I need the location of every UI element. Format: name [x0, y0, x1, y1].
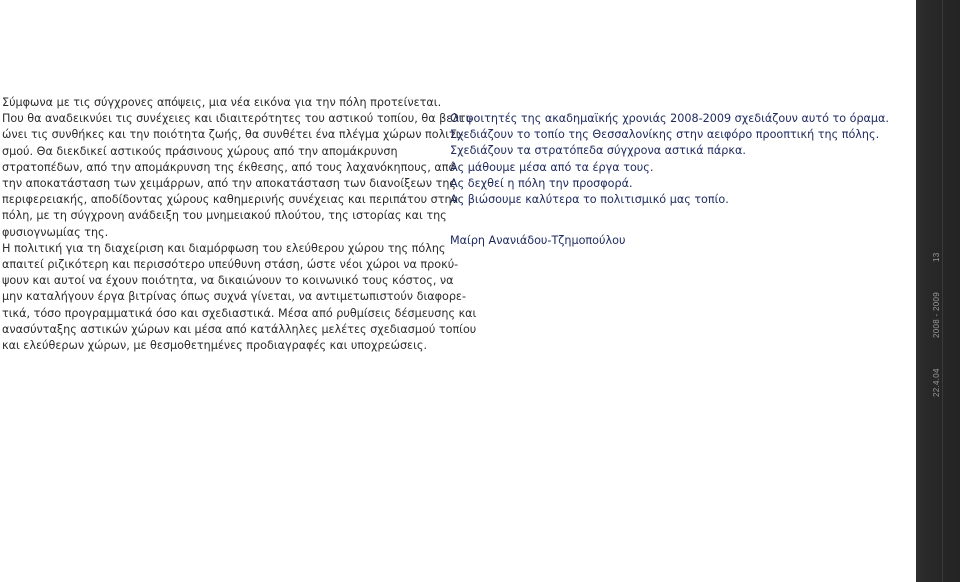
paragraph-policy — [2, 241, 477, 354]
students-statement — [450, 111, 890, 249]
text-line: ανασύνταξης αστικών χώρων και μέσα από κατάλληλες μελέτες σχεδιασμού τοπίου — [2, 322, 477, 336]
text-line: σμού. Θα διεκδικεί αστικούς πράσινους χώρους από την απομάκρυνση — [2, 144, 398, 158]
text-line: μην καταλήγουν έργα βιτρίνας όπως συχνά γίνεται, να αντιμετωπιστούν διαφορε- — [2, 290, 467, 304]
page-number: 13 — [932, 252, 941, 262]
text-line: ψουν και αυτοί να έχουν ποιότητα, να δικαιώνουν το κοινωνικό τους κόστος, να — [2, 274, 454, 288]
text-line: στρατοπέδων, από την απομάκρυνση της έκθεσης, από τους λαχανόκηπους, από — [2, 160, 456, 174]
text-line: Σύμφωνα με τις σύγχρονες απόψεις, μια νέα εικόνα για την πόλη προτείνεται. — [2, 96, 442, 109]
document-code: 22.4.04 — [932, 368, 941, 397]
statement-line: Σχεδιάζουν τα στρατόπεδα σύγχρονα αστικά πάρκα. — [450, 144, 746, 158]
statement-line: Ας μάθουμε μέσα από τα έργα τους. — [450, 160, 654, 174]
text-line: πόλη, με τη σύγχρονη ανάδειξη του μνημειακού πλούτου, της ιστορίας και της — [2, 209, 447, 223]
text-line: Που θα αναδεικνύει τις συνέχειες και ιδιαιτερότητες του αστικού τοπίου, θα βελτι- — [2, 112, 474, 126]
statement-line: Σχεδιάζουν το τοπίο της Θεσσαλονίκης στην αειφόρο προοπτική της πόλης. — [450, 128, 880, 142]
statement-line: Ας δεχθεί η πόλη την προσφορά. — [450, 176, 633, 190]
text-line: την αποκατάσταση των χειμάρρων, από την αποκατάσταση των διανοίξεων της — [2, 177, 456, 191]
text-line: και ελεύθερων χώρων, με θεσμοθετημένες προδιαγραφές και υποχρεώσεις. — [2, 339, 428, 353]
author-signature: Μαίρη Ανανιάδου-Τζημοπούλου — [450, 234, 626, 248]
statement-line: Ας βιώσουμε καλύτερα το πολιτισμικό μας τοπίο. — [450, 193, 729, 207]
text-line: τικά, τόσο προγραμματικά όσο και σχεδιαστικά. Μέσα από ρυθμίσεις δέσμευσης και — [2, 306, 477, 320]
academic-year: 2008 - 2009 — [932, 291, 941, 338]
text-line: Η πολιτική για τη διαχείριση και διαμόρφωση του ελεύθερου χώρου της πόλης — [2, 241, 446, 255]
statement-line: Οι φοιτητές της ακαδημαϊκής χρονιάς 2008-2009 σχεδιάζουν αυτό το όραμα. — [450, 112, 889, 125]
sidebar-divider — [942, 0, 943, 582]
paragraph-vision — [2, 95, 474, 241]
text-line: ώνει τις συνθήκες και την ποιότητα ζωής, θα συνθέτει ένα πλέγμα χώρων πολιτι- — [2, 128, 464, 142]
text-line: περιφερειακής, αποδίδοντας χώρους καθημερινής συνέχειας και περιπάτου στην — [2, 193, 458, 207]
text-line: φυσιογνωμίας της. — [2, 225, 109, 239]
text-line: απαιτεί ριζικότερη και περισσότερο υπεύθυνη στάση, ώστε νέοι χώροι να προκύ- — [2, 258, 459, 272]
main-text-column — [2, 95, 477, 354]
